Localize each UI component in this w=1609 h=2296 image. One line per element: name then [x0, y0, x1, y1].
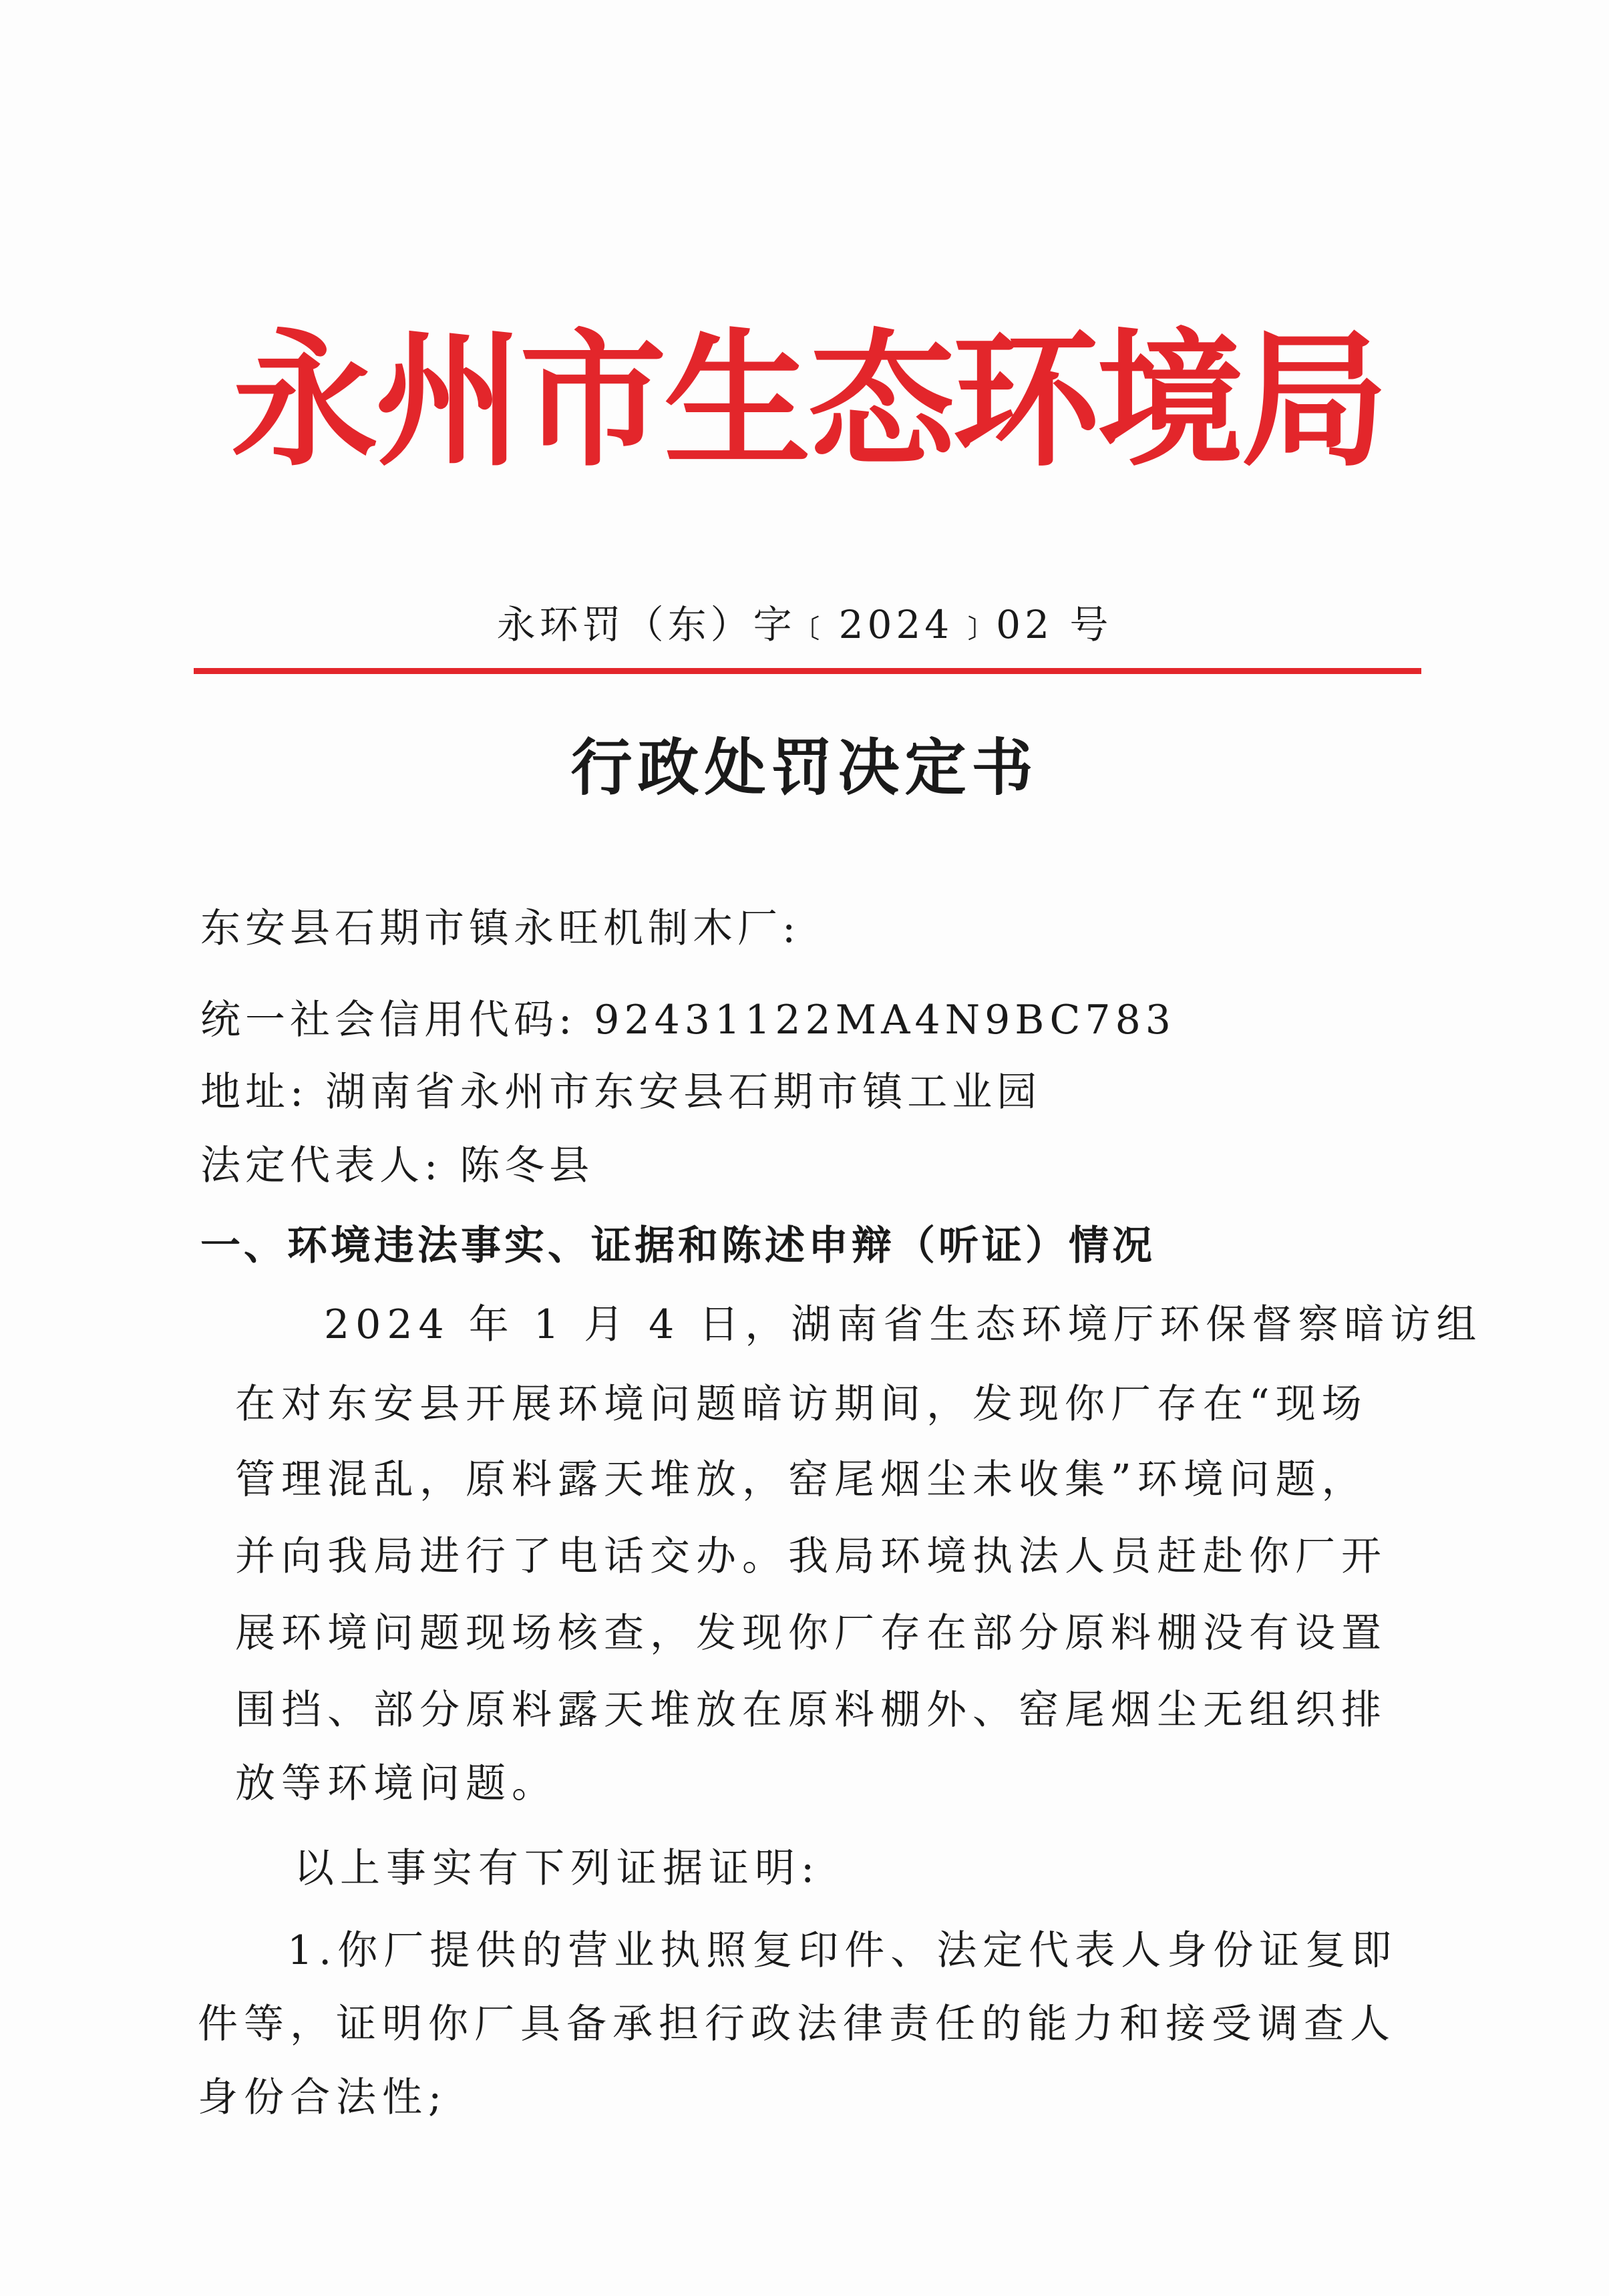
paragraph-line: 管理混乱，原料露天堆放，窑尾烟尘未收集”环境问题， [235, 1456, 1368, 1503]
paragraph-line: 围挡、部分原料露天堆放在原料棚外、窑尾烟尘无组织排 [235, 1687, 1387, 1734]
paragraph-line: 1.你厂提供的营业执照复印件、法定代表人身份证复即 [287, 1927, 1398, 1974]
document-title: 行政处罚决定书 [570, 732, 1039, 804]
recipient-name: 东安县石期市镇永旺机制木厂: [200, 905, 801, 952]
address: 地址: 湖南省永州市东安县石期市镇工业园 [200, 1069, 1042, 1116]
paragraph-line: 并向我局进行了电话交办。我局环境执法人员赶赴你厂开 [235, 1533, 1387, 1580]
section-heading: 一、环境违法事实、证据和陈述申辩（听证）情况 [200, 1222, 1155, 1269]
document-number: 永环罚（东）字﹝2024﹞02 号 [496, 602, 1113, 647]
legal-representative: 法定代表人: 陈冬县 [200, 1142, 594, 1189]
red-divider-line [194, 668, 1421, 674]
paragraph-line: 展环境问题现场核查，发现你厂存在部分原料棚没有设置 [235, 1610, 1387, 1657]
credit-code: 统一社会信用代码: 92431122MA4N9BC783 [200, 997, 1176, 1043]
paragraph-line: 件等，证明你厂具备承担行政法律责任的能力和接受调查人 [198, 2001, 1396, 2047]
paragraph-line: 放等环境问题。 [235, 1760, 558, 1807]
paragraph-line: 身份合法性; [198, 2074, 448, 2121]
issuer-masthead: 永州市生态环境局 [230, 315, 1385, 486]
paragraph-line: 以上事实有下列证据证明: [294, 1845, 821, 1892]
paragraph-line: 2024 年 1 月 4 日，湖南省生态环境厅环保督察暗访组 [324, 1301, 1483, 1348]
paragraph-line: 在对东安县开展环境问题暗访期间，发现你厂存在“现场 [235, 1381, 1368, 1428]
